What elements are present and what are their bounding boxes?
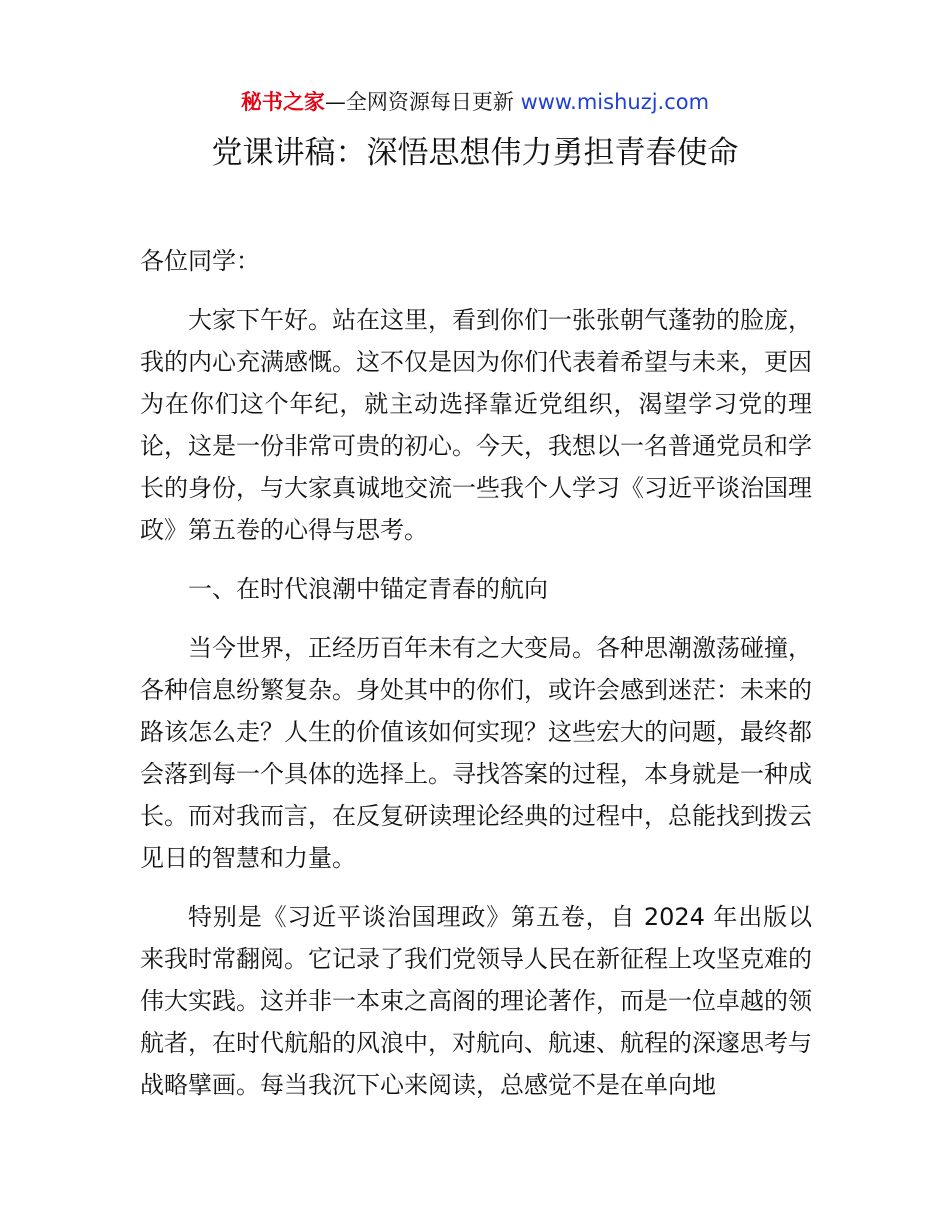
section-heading: 一、在时代浪潮中锚定青春的航向 — [188, 575, 548, 603]
brand-name: 秘书之家 — [240, 90, 325, 114]
salutation: 各位同学： — [140, 247, 260, 275]
paragraph-body: 当今世界，正经历百年未有之大变局。各种思潮激荡碰撞，各种信息纷繁复杂。身处其中的你们，或许会感到迷茫：未来的路该怎么走？人生的价值该如何实现？这些宏大的问题，最终都会落到每一个具体的选择上。寻找答案的过程，本身就是一种成长。而对我而言，在反复研读理论经典的过程中，总能找到拨云见日的智慧和力量。 — [140, 634, 812, 872]
document-title: 党课讲稿：深悟思想伟力勇担青春使命 — [211, 135, 739, 171]
site-header — [0, 88, 950, 116]
header-tagline: —全网资源每日更新 — [324, 90, 521, 114]
paragraph-intro: 大家下午好。站在这里，看到你们一张张朝气蓬勃的脸庞，我的内心充满感慨。这不仅是因为你们代表着希望与未来，更因为在你们这个年纪，就主动选择靠近党组织，渴望学习党的理论，这是一份非常可贵的初心。今天，我想以一名普通党员和学长的身份，与大家真诚地交流一些我个人学习《习近平谈治国理政》第五卷的心得与思考。 — [140, 306, 812, 544]
paragraph-body: 特别是《习近平谈治国理政》第五卷，自 2024 年出版以来我时常翻阅。它记录了我们党领导人民在新征程上攻坚克难的伟大实践。这并非一本束之高阁的理论著作，而是一位卓越的领航者，在时代航船的风浪中，对航向、航速、航程的深邃思考与战略擘画。每当我沉下心来阅读，总感觉不是在单向地 — [140, 903, 812, 1099]
site-url-link[interactable]: www.mishuzj.com — [520, 90, 710, 114]
document-body — [140, 240, 812, 1106]
